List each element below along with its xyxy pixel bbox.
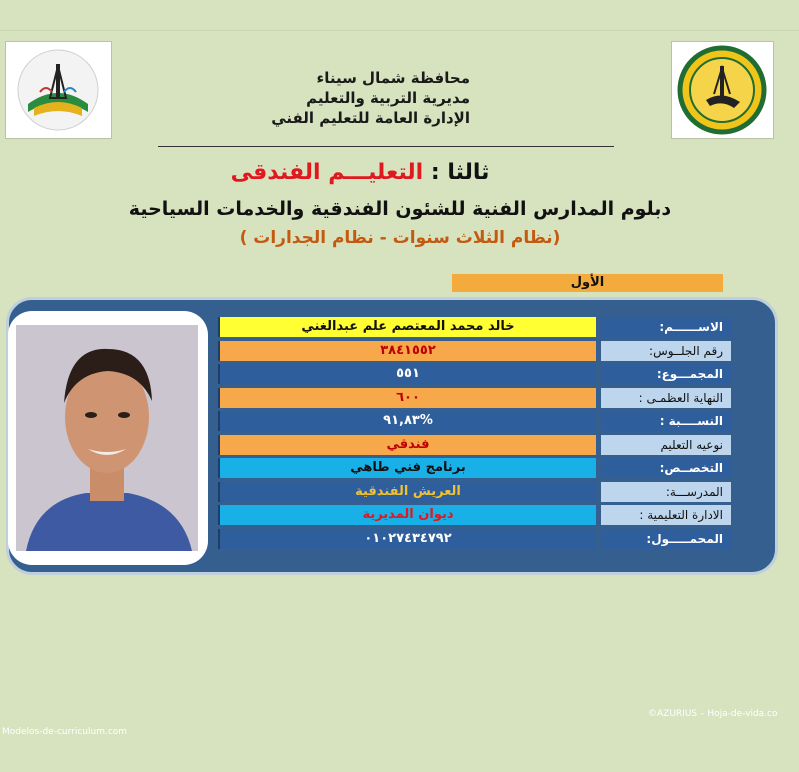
row-name	[218, 316, 741, 340]
row-mobile	[218, 528, 741, 552]
mobile-value: ٠١٠٢٧٤٣٤٧٩٢	[218, 529, 596, 549]
governorate-name: محافظة شمال سيناء	[316, 69, 470, 87]
specialization-label: التخصــص:	[601, 458, 731, 478]
total-label: المجمـــوع:	[601, 364, 731, 384]
row-seat-number	[218, 340, 741, 364]
row-specialization	[218, 457, 741, 481]
top-divider	[0, 30, 799, 31]
seat-number-label: رقم الجلــوس:	[601, 341, 731, 361]
directorate-name: مديرية التربية والتعليم	[306, 89, 470, 107]
row-education-type	[218, 434, 741, 458]
watermark-right: ©AZURIUS – Hoja-de-vida.co	[648, 709, 778, 719]
total-value: ٥٥١	[218, 364, 596, 384]
student-name-label: الاســــــم:	[601, 317, 731, 337]
governorate-seal-icon	[672, 42, 773, 138]
section-name: التعليـــم الفندقى	[230, 160, 424, 185]
education-type-value: فندقي	[218, 435, 596, 455]
rank-badge: الأول	[452, 274, 723, 292]
row-max-score	[218, 387, 741, 411]
education-type-label: نوعيه التعليم	[601, 435, 731, 455]
administration-name: الإدارة العامة للتعليم الفني	[271, 109, 470, 127]
directorate-logo	[5, 41, 112, 139]
mobile-label: المحمـــــول:	[601, 529, 731, 549]
row-school	[218, 481, 741, 505]
row-total	[218, 363, 741, 387]
row-percentage	[218, 410, 741, 434]
diploma-title: دبلوم المدارس الفنية للشئون الفندقية والخدمات السياحية	[128, 198, 672, 220]
governorate-logo	[671, 41, 774, 139]
section-title	[180, 160, 540, 185]
school-label: المدرســـة:	[601, 482, 731, 502]
seat-number-value: ٣٨٤١٥٥٢	[218, 341, 596, 361]
directorate-logo-icon	[6, 42, 111, 138]
student-portrait-icon	[16, 325, 198, 551]
section-number: ثالثا :	[430, 160, 490, 185]
percentage-label: النســــبة :	[601, 411, 731, 431]
issuer-header	[240, 68, 470, 128]
education-admin-label: الادارة التعليمية :	[601, 505, 731, 525]
student-name-value: خالد محمد المعتصم علم عبدالغني	[218, 317, 596, 337]
education-admin-value: ديوان المديرية	[218, 505, 596, 525]
percentage-value: %٩١,٨٣	[218, 411, 596, 431]
row-education-admin	[218, 504, 741, 528]
specialization-value: برنامج فني طاهي	[218, 458, 596, 478]
student-photo	[16, 325, 198, 551]
max-score-value: ٦٠٠	[218, 388, 596, 408]
header-divider	[158, 146, 614, 147]
student-details	[218, 316, 741, 551]
school-value: العريش الفندقية	[218, 482, 596, 502]
system-subtitle: (نظام الثلاث سنوات - نظام الجدارات )	[239, 228, 561, 248]
max-score-label: النهاية العظمـى :	[601, 388, 731, 408]
watermark-left: Modelos-de-curriculum.com	[2, 727, 128, 737]
